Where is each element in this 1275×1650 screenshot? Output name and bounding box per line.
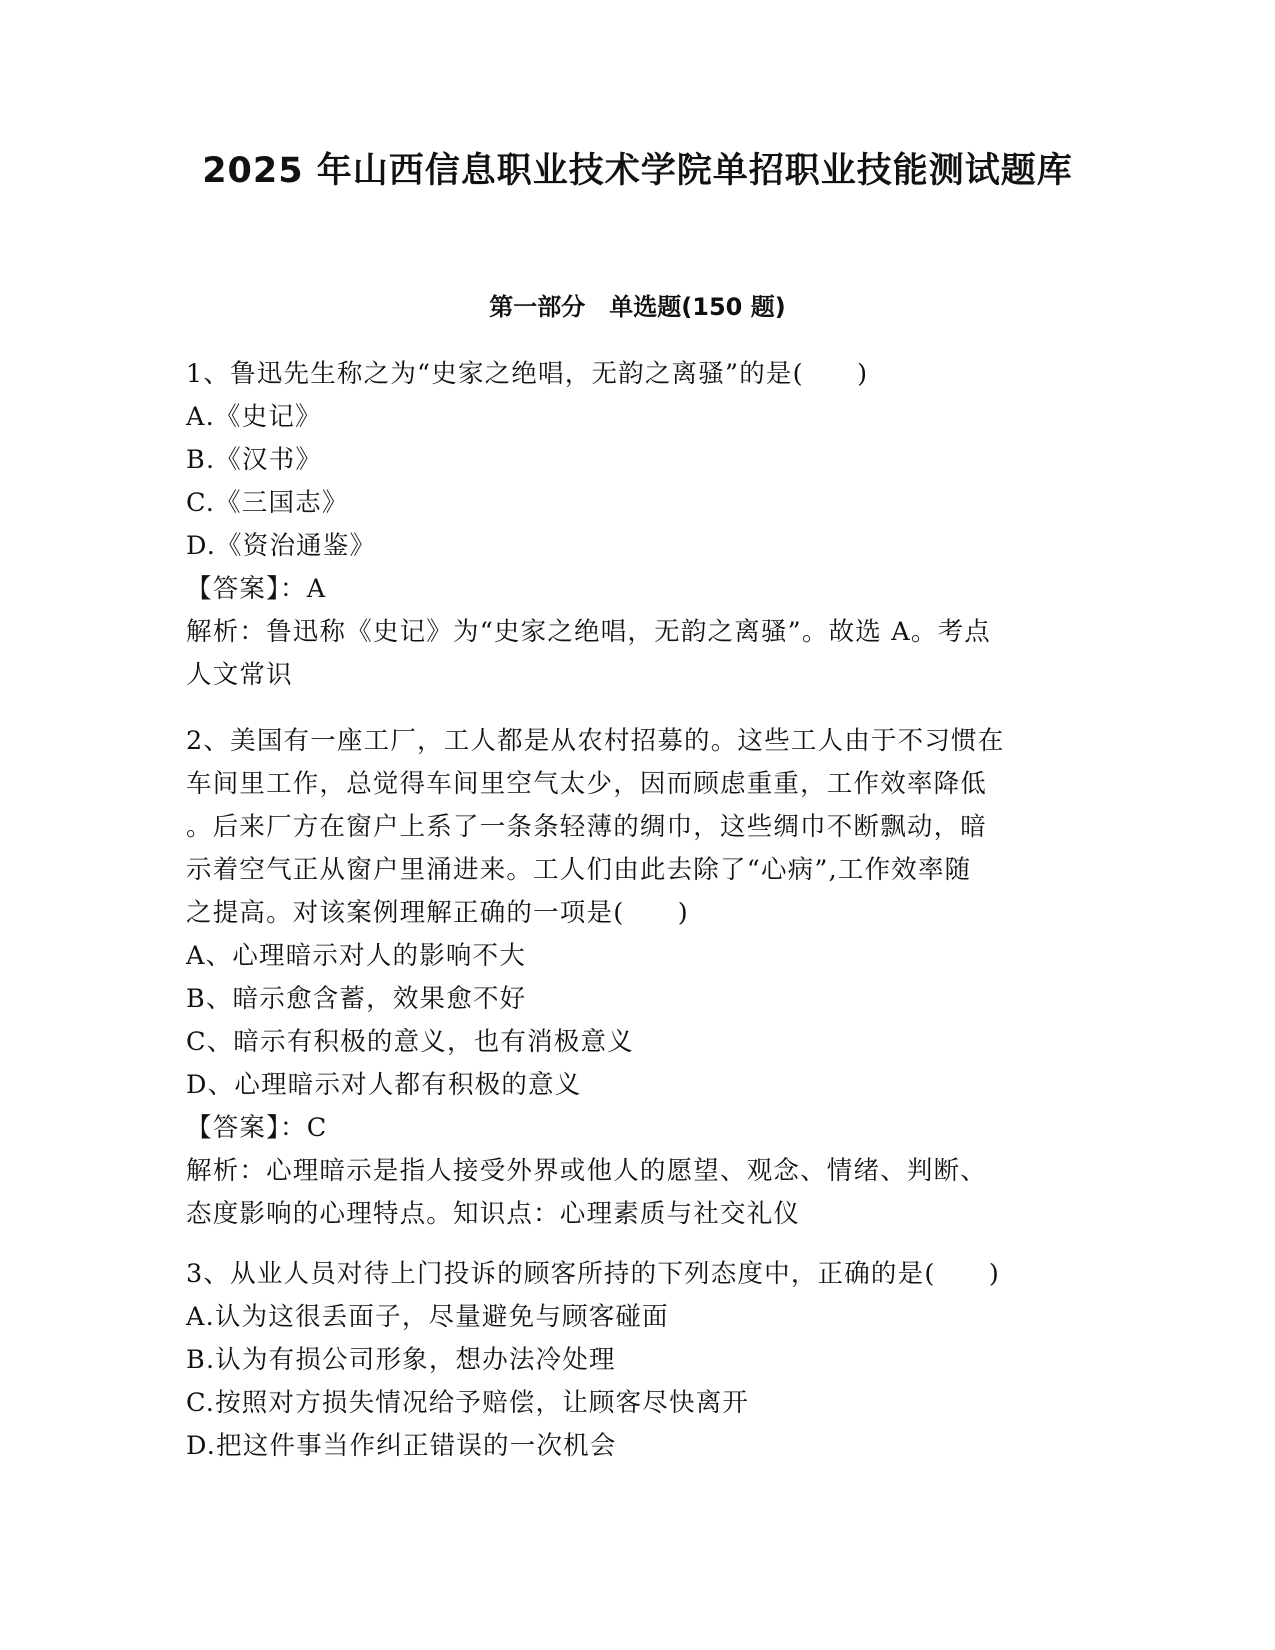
option-b: B.《汉书》 [186, 445, 323, 475]
question-stem-line: 。后来厂方在窗户上系了一条条轻薄的绸巾，这些绸巾不断飘动，暗 [186, 812, 988, 842]
option-a: A、心理暗示对人的影响不大 [186, 941, 527, 971]
option-a: A.《史记》 [186, 402, 322, 432]
answer: 【答案】：C [186, 1113, 328, 1143]
question-3 [186, 1253, 1076, 1468]
question-stem-line: 车间里工作，总觉得车间里空气太少，因而顾虑重重，工作效率降低 [186, 769, 988, 799]
question-stem-line: 2、美国有一座工厂，工人都是从农村招募的。这些工人由于不习惯在 [186, 726, 1005, 756]
question-stem-line: 之提高。对该案例理解正确的一项是( ) [186, 898, 689, 928]
answer: 【答案】：A [186, 574, 327, 604]
option-c: C、暗示有积极的意义，也有消极意义 [186, 1027, 634, 1057]
question-2 [186, 720, 1076, 1236]
document-title: 2025 年山西信息职业技术学院单招职业技能测试题库 [202, 151, 1073, 191]
option-d: D、心理暗示对人都有积极的意义 [186, 1070, 582, 1100]
option-d: D.把这件事当作纠正错误的一次机会 [186, 1431, 617, 1461]
option-c: C.按照对方损失情况给予赔偿，让顾客尽快离开 [186, 1388, 750, 1418]
option-b: B、暗示愈含蓄，效果愈不好 [186, 984, 527, 1014]
question-1 [186, 353, 1076, 697]
analysis-line: 解析：心理暗示是指人接受外界或他人的愿望、观念、情绪、判断、 [186, 1156, 988, 1186]
analysis-line: 态度影响的心理特点。知识点：心理素质与社交礼仪 [186, 1199, 801, 1229]
option-c: C.《三国志》 [186, 488, 349, 518]
option-d: D.《资治通鉴》 [186, 531, 377, 561]
analysis-line: 人文常识 [186, 660, 293, 690]
question-stem-line: 示着空气正从窗户里涌进来。工人们由此去除了“心病”,工作效率随 [186, 855, 972, 885]
question-stem: 1、鲁迅先生称之为“史家之绝唱，无韵之离骚”的是( ) [186, 359, 869, 389]
analysis-line: 解析：鲁迅称《史记》为“史家之绝唱，无韵之离骚”。故选 A。考点 [186, 617, 991, 647]
option-a: A.认为这很丢面子，尽量避免与顾客碰面 [186, 1302, 669, 1332]
section-heading: 第一部分 单选题(150 题) [489, 293, 786, 321]
option-b: B.认为有损公司形象，想办法冷处理 [186, 1345, 616, 1375]
question-stem: 3、从业人员对待上门投诉的顾客所持的下列态度中，正确的是( ) [186, 1259, 1001, 1289]
